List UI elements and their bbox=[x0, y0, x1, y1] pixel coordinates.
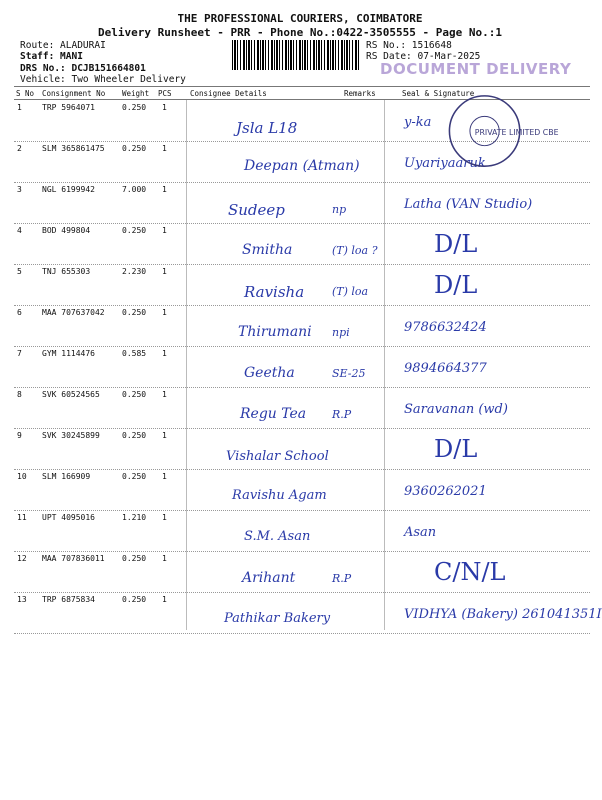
runsheet-subtitle: Delivery Runsheet - PRR - Phone No.:0422-3505555 - Page No.:1 bbox=[98, 26, 502, 39]
row-weight: 0.250 bbox=[122, 308, 147, 317]
vehicle-label: Vehicle: Two Wheeler Delivery bbox=[20, 74, 186, 85]
row-consignment-no: MAA 707836011 bbox=[42, 554, 105, 563]
row-consignee: Thirumani bbox=[238, 324, 312, 340]
row-pcs: 1 bbox=[162, 185, 167, 194]
row-weight: 0.250 bbox=[122, 595, 147, 604]
company-seal bbox=[418, 92, 559, 174]
col-sno: S No bbox=[16, 89, 35, 98]
col-signature: Seal & Signature bbox=[402, 89, 475, 98]
row-weight: 0.250 bbox=[122, 554, 147, 563]
row-consignee: Pathikar Bakery bbox=[224, 611, 331, 626]
row-consignee: Smitha bbox=[242, 242, 293, 258]
row-pcs: 1 bbox=[162, 554, 167, 563]
row-consignment-no: SVK 30245899 bbox=[42, 431, 100, 440]
table-row bbox=[14, 347, 590, 388]
row-weight: 7.000 bbox=[122, 185, 147, 194]
row-signature: 9360262021 bbox=[404, 484, 487, 499]
row-consignee: Regu Tea bbox=[240, 406, 307, 422]
staff-label: Staff: MANI bbox=[20, 51, 83, 62]
col-pcs: PCS bbox=[158, 89, 172, 98]
row-sno: 2 bbox=[17, 144, 22, 153]
row-sno: 13 bbox=[17, 595, 27, 604]
row-sno: 10 bbox=[17, 472, 27, 481]
row-pcs: 1 bbox=[162, 472, 167, 481]
row-remarks: R.P bbox=[332, 572, 352, 585]
col-remarks: Remarks bbox=[344, 89, 376, 98]
route-label: Route: ALADURAI bbox=[20, 40, 106, 51]
row-pcs: 1 bbox=[162, 513, 167, 522]
row-consignment-no: BOD 499804 bbox=[42, 226, 91, 235]
row-pcs: 1 bbox=[162, 595, 167, 604]
table-row bbox=[14, 593, 602, 634]
row-consignment-no: SLM 166909 bbox=[42, 472, 91, 481]
row-consignee: Ravisha bbox=[244, 283, 305, 301]
row-sno: 5 bbox=[17, 267, 22, 276]
row-pcs: 1 bbox=[162, 431, 167, 440]
row-weight: 0.585 bbox=[122, 349, 147, 358]
row-pcs: 1 bbox=[162, 267, 167, 276]
row-pcs: 1 bbox=[162, 308, 167, 317]
row-consignment-no: TNJ 655303 bbox=[42, 267, 91, 276]
drs-number: DRS No.: DCJB151664801 bbox=[20, 63, 146, 74]
row-remarks: (T) loa bbox=[332, 285, 369, 298]
row-remarks: npi bbox=[332, 326, 350, 339]
table-row bbox=[14, 470, 590, 511]
row-consignment-no: TRP 5964071 bbox=[42, 103, 95, 112]
row-separator bbox=[14, 633, 590, 634]
row-consignee: S.M. Asan bbox=[244, 529, 311, 544]
row-sno: 11 bbox=[17, 513, 27, 522]
row-remarks: SE-25 bbox=[332, 367, 366, 380]
row-pcs: 1 bbox=[162, 103, 167, 112]
col-consignment: Consignment No bbox=[42, 89, 106, 98]
row-signature: y-ka bbox=[404, 115, 432, 130]
row-sno: 9 bbox=[17, 431, 22, 440]
row-weight: 0.250 bbox=[122, 226, 147, 235]
row-weight: 1.210 bbox=[122, 513, 147, 522]
row-consignee: Deepan (Atman) bbox=[244, 158, 360, 174]
row-sno: 3 bbox=[17, 185, 22, 194]
row-pcs: 1 bbox=[162, 226, 167, 235]
company-title: THE PROFESSIONAL COURIERS, COIMBATORE bbox=[177, 12, 423, 25]
row-signature: Uyariyaaruk bbox=[404, 156, 486, 171]
row-sno: 1 bbox=[17, 103, 22, 112]
header-rule-top bbox=[14, 86, 590, 87]
row-weight: 0.250 bbox=[122, 103, 147, 112]
row-weight: 0.250 bbox=[122, 431, 147, 440]
row-consignment-no: UPT 4095016 bbox=[42, 513, 95, 522]
row-signature: VIDHYA (Bakery) 261041351I bbox=[404, 607, 602, 622]
row-weight: 0.250 bbox=[122, 472, 147, 481]
row-consignee: Vishalar School bbox=[226, 449, 329, 464]
barcode bbox=[232, 40, 360, 70]
row-consignee: Sudeep bbox=[228, 201, 285, 219]
row-consignee: Geetha bbox=[244, 365, 295, 381]
row-pcs: 1 bbox=[162, 390, 167, 399]
row-sno: 12 bbox=[17, 554, 27, 563]
rs-date: RS Date: 07-Mar-2025 bbox=[366, 51, 481, 62]
row-sno: 6 bbox=[17, 308, 22, 317]
document-delivery-stamp: DOCUMENT DELIVERY bbox=[380, 60, 572, 78]
row-signature: Saravanan (wd) bbox=[404, 402, 508, 417]
row-signature: D/L bbox=[434, 230, 478, 258]
row-weight: 2.230 bbox=[122, 267, 147, 276]
row-signature: 9786632424 bbox=[404, 320, 487, 335]
row-signature: Latha (VAN Studio) bbox=[404, 197, 533, 212]
row-remarks: R.P bbox=[332, 408, 352, 421]
row-consignee: Jsla L18 bbox=[236, 119, 298, 137]
row-consignee: Ravishu Agam bbox=[232, 488, 327, 503]
row-signature: D/L bbox=[434, 271, 478, 299]
row-consignment-no: SVK 60524565 bbox=[42, 390, 100, 399]
row-remarks: (T) loa ? bbox=[332, 244, 378, 257]
table-row bbox=[14, 552, 590, 593]
row-consignment-no: SLM 365861475 bbox=[42, 144, 105, 153]
row-consignee: Arihant bbox=[242, 570, 296, 586]
row-consignment-no: MAA 707637042 bbox=[42, 308, 105, 317]
row-signature: C/N/L bbox=[434, 558, 506, 586]
row-sno: 8 bbox=[17, 390, 22, 399]
row-sno: 7 bbox=[17, 349, 22, 358]
rs-number: RS No.: 1516648 bbox=[366, 40, 452, 51]
row-sno: 4 bbox=[17, 226, 22, 235]
row-pcs: 1 bbox=[162, 349, 167, 358]
table-row bbox=[14, 429, 590, 470]
row-consignment-no: TRP 6875834 bbox=[42, 595, 95, 604]
row-signature: D/L bbox=[434, 435, 478, 463]
col-consignee: Consignee Details bbox=[190, 89, 267, 98]
table-row bbox=[14, 388, 590, 429]
row-signature: Asan bbox=[404, 525, 437, 540]
table-row bbox=[14, 511, 590, 552]
row-pcs: 1 bbox=[162, 144, 167, 153]
table-row bbox=[14, 306, 590, 347]
col-weight: Weight bbox=[122, 89, 150, 98]
seal-text: PRIVATE LIMITED CBE bbox=[474, 127, 559, 137]
table-row bbox=[14, 224, 590, 265]
row-weight: 0.250 bbox=[122, 144, 147, 153]
row-signature: 9894664377 bbox=[404, 361, 487, 376]
row-weight: 0.250 bbox=[122, 390, 147, 399]
row-consignment-no: GYM 1114476 bbox=[42, 349, 95, 358]
row-remarks: np bbox=[332, 203, 347, 216]
row-consignment-no: NGL 6199942 bbox=[42, 185, 95, 194]
table-row bbox=[14, 265, 590, 306]
table-row bbox=[14, 183, 590, 224]
